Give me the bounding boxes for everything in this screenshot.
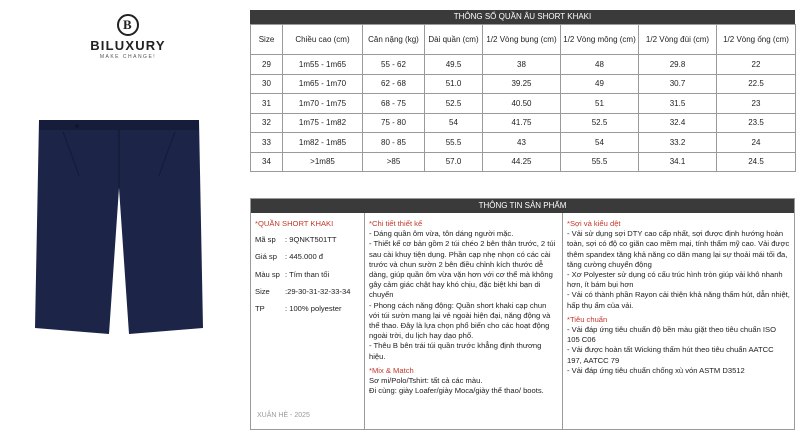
table-cell: 38: [483, 55, 561, 75]
brand-logo: [78, 8, 178, 70]
table-cell: 31.5: [639, 94, 717, 114]
table-cell: 34: [251, 152, 283, 172]
info-field-value: : 9QNKT501TT: [285, 235, 337, 245]
info-field: [255, 304, 360, 314]
table-cell: 30.7: [639, 74, 717, 94]
brand-mark-icon: B: [117, 14, 139, 36]
info-field-key: TP: [255, 304, 265, 314]
brand-name: BILUXURY: [90, 38, 166, 53]
table-cell: 24: [717, 133, 796, 153]
table-cell: 1m65 - 1m70: [283, 74, 363, 94]
table-cell: 1m82 - 1m85: [283, 133, 363, 153]
table-cell: 49: [561, 74, 639, 94]
fiber-text: - Vải sử dụng sợi DTY cao cấp nhất, sợi được định hướng hoàn toàn, sợi có độ co giãn cao mềm mại, tính thẩm mỹ cao. Vải được thêm spandex tăng khả năng co dãn mang lại sự thoải mái tối đa, tăng cường chuyển động - Xơ Polyester sử dụng có cấu trúc hình tròn giúp vải khô nhanh hơn, ít bám bụi hơn - Vải có thành phần Rayon cải thiện khả năng thấm hút, dẫn nhiệt, hấp thụ ẩm của vải.: [567, 229, 790, 310]
table-cell: 68 - 75: [363, 94, 425, 114]
table-cell: 30: [251, 74, 283, 94]
table-cell: 54: [425, 113, 483, 133]
header-cell: 1/2 Vòng mông (cm): [561, 25, 639, 55]
table-cell: 1m55 - 1m65: [283, 55, 363, 75]
table-cell: 51.0: [425, 74, 483, 94]
table-cell: 43: [483, 133, 561, 153]
spec-table-section: [250, 10, 795, 172]
info-field: [255, 270, 360, 280]
table-cell: 57.0: [425, 152, 483, 172]
table-cell: 51: [561, 94, 639, 114]
table-cell: 40.50: [483, 94, 561, 114]
spec-table: [250, 24, 796, 172]
fiber-title: *Sợi và kiểu dệt: [567, 219, 621, 228]
mix-text: Sơ mi/Polo/Tshirt: tất cả các màu. Đi cùng: giày Loafer/giày Moca/giày thể thao/ boots.: [369, 376, 544, 396]
info-field-key: Size: [255, 286, 270, 296]
table-cell: 48: [561, 55, 639, 75]
table-cell: >1m85: [283, 152, 363, 172]
header-cell: 1/2 Vòng ống (cm): [717, 25, 796, 55]
table-cell: 75 - 80: [363, 113, 425, 133]
info-field: [255, 235, 360, 245]
fabric-details: [563, 213, 794, 429]
table-row: [251, 94, 796, 114]
table-cell: 54: [561, 133, 639, 153]
table-cell: 39.25: [483, 74, 561, 94]
detail-title: *Chi tiết thiết kế: [369, 219, 423, 228]
table-cell: 31: [251, 94, 283, 114]
table-cell: 41.75: [483, 113, 561, 133]
header-cell: Dài quần (cm): [425, 25, 483, 55]
table-cell: 55.5: [425, 133, 483, 153]
info-field-value: : Tím than tối: [285, 269, 330, 279]
spec-table-title: THÔNG SỐ QUẦN ÂU SHORT KHAKI: [250, 10, 795, 24]
table-cell: 22: [717, 55, 796, 75]
table-cell: 23: [717, 94, 796, 114]
standard-title: *Tiêu chuẩn: [567, 314, 608, 324]
table-cell: 23.5: [717, 113, 796, 133]
header-cell: Cân nặng (kg): [363, 25, 425, 55]
product-name: *QUẦN SHORT KHAKI: [255, 219, 334, 228]
table-cell: 52.5: [561, 113, 639, 133]
info-field-value: : 100% polyester: [285, 304, 342, 314]
table-row: [251, 74, 796, 94]
design-details: [365, 213, 563, 429]
info-field-key: Giá sp: [255, 252, 277, 262]
table-row: [251, 133, 796, 153]
table-cell: 29: [251, 55, 283, 75]
header-cell: Size: [251, 25, 283, 55]
header-cell: 1/2 Vòng bụng (cm): [483, 25, 561, 55]
product-panel: [0, 0, 240, 437]
table-cell: 33.2: [639, 133, 717, 153]
table-cell: 33: [251, 133, 283, 153]
shorts-image: [33, 118, 205, 340]
info-field-value: :29-30-31-32-33-34: [285, 286, 351, 296]
info-field-key: Mã sp: [255, 235, 276, 245]
header-cell: 1/2 Vòng đùi (cm): [639, 25, 717, 55]
table-cell: 55.5: [561, 152, 639, 172]
detail-text: - Dáng quần ôm vừa, tôn dáng người mặc. - Thiết kế cơ bản gồm 2 túi chéo 2 bên thân trước, 2 túi sau cài khuy tiện dụng. Phần cạp nhẹ nhọn có các cài trước và chun sườn 2 bên điều chỉnh kích thước dễ dàng, giúp quần ôm vừa vặn hơn với cơ thể mà không gây cảm giác chật hay khó chịu, đặc biệt khi bạn di chuyển - Phong cách năng động: Quần short khaki cạp chun với túi sườn mang lại vẻ ngoài hiện đại, năng động và thể thao. Đây là lựa chọn phổ biến cho các hoạt động ngoài trời, du lịch hay dạo phố. - Thêu B bên trái túi quần trước khẳng định thương hiệu.: [369, 229, 556, 361]
table-cell: 62 - 68: [363, 74, 425, 94]
table-cell: 80 - 85: [363, 133, 425, 153]
product-info-title: THÔNG TIN SẢN PHẨM: [251, 199, 794, 213]
product-summary: [251, 213, 365, 429]
product-info-section: [250, 198, 795, 430]
table-cell: 55 - 62: [363, 55, 425, 75]
table-cell: 1m70 - 1m75: [283, 94, 363, 114]
table-cell: 52.5: [425, 94, 483, 114]
table-row: [251, 55, 796, 75]
table-cell: >85: [363, 152, 425, 172]
table-cell: 44.25: [483, 152, 561, 172]
mix-title: *Mix & Match: [369, 365, 414, 375]
table-cell: 1m75 - 1m82: [283, 113, 363, 133]
standard-text: - Vải đáp ứng tiêu chuẩn độ bền màu giặt theo tiêu chuẩn ISO 105 C06 - Vải được hoàn tất Wicking thấm hút theo tiêu chuẩn AATCC 197, AATCC 79 - Vải đáp ứng tiêu chuẩn chống xù vón ASTM D3512: [567, 325, 776, 375]
table-cell: 24.5: [717, 152, 796, 172]
table-cell: 22.5: [717, 74, 796, 94]
info-field: [255, 287, 360, 297]
spec-header-row: [251, 25, 796, 55]
table-cell: 49.5: [425, 55, 483, 75]
info-field-key: Màu sp: [255, 269, 280, 279]
season-label: XUÂN HÈ - 2025: [257, 411, 310, 419]
table-cell: 32: [251, 113, 283, 133]
header-cell: Chiều cao (cm): [283, 25, 363, 55]
table-row: [251, 152, 796, 172]
table-cell: 29.8: [639, 55, 717, 75]
info-field-value: : 445.000 đ: [285, 252, 324, 262]
info-field: [255, 252, 360, 262]
table-cell: 32.4: [639, 113, 717, 133]
brand-tagline: MAKE CHANGE!: [99, 54, 157, 60]
table-cell: 34.1: [639, 152, 717, 172]
table-row: [251, 113, 796, 133]
